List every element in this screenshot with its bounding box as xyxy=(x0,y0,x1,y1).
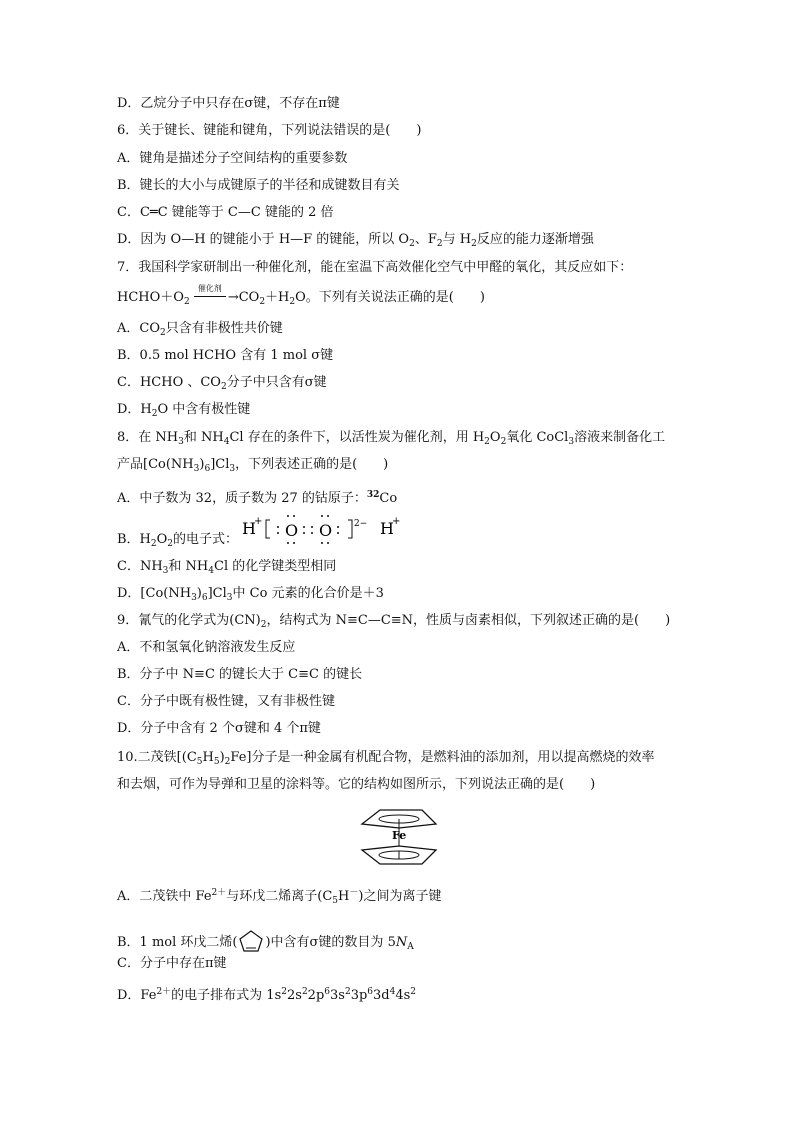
option-9d: D．分子中含有 2 个σ键和 4 个π键 xyxy=(117,721,321,736)
option-7a: A．$CO_2$只含有非极性共价键 xyxy=(117,321,283,338)
svg-text:O: O xyxy=(285,521,299,540)
option-6c: C．C═C 键能等于 C—C 键能的 2 倍 xyxy=(117,205,334,220)
option-9b: B．分子中 N≡C 的键长大于 C≡C 的键长 xyxy=(117,667,363,682)
question-10-cont: 和去烟，可作为导弹和卫星的涂料等。它的结构如图所示，下列说法正确的是( ) xyxy=(117,777,596,792)
electron-formula-figure xyxy=(240,510,410,546)
option-6b: B．键长的大小与成键原子的半径和成键数目有关 xyxy=(117,178,400,193)
option-6d: D．因为 O—H 的键能小于 H—F 的键能，所以 $O_2$、$F_2$与 $H_2$反应的能力逐渐增强 xyxy=(117,232,594,249)
option-6a: A．键角是描述分子空间结构的重要参数 xyxy=(117,151,348,166)
option-10b: B．1 mol 环戊二烯( )中含有σ键的数目为 $5N_A$ xyxy=(117,928,414,955)
option-7c: C．HCHO 、$CO_2$分子中只含有σ键 xyxy=(117,375,327,392)
option-9c: C．分子中既有极性键，又有非极性键 xyxy=(117,694,335,709)
question-8-cont: 产品$[Co(NH_3)_6]Cl_3$，下列表述正确的是( ) xyxy=(117,457,389,474)
option-10c: C．分子中存在π键 xyxy=(117,956,227,971)
question-7: 7．我国科学家研制出一种催化剂，能在室温下高效催化空气中甲醛的氧化，其反应如下： xyxy=(117,260,633,275)
cyclopentadiene-icon xyxy=(237,928,265,954)
option-7b: B．0.5 mol HCHO 含有 1 mol σ键 xyxy=(117,348,334,363)
svg-text:2−: 2− xyxy=(354,519,368,529)
svg-text:O: O xyxy=(319,521,333,540)
svg-text:+: + xyxy=(254,516,263,527)
option-10d: D．$Fe^{2+}$的电子排布式为 $1s^22s^22p^63s^23p^63d^44s^2$ xyxy=(117,987,417,1003)
option-10a: A．二茂铁中 $Fe^{2+}$与环戊二烯离子$(C_5H^-)$之间为离子键 xyxy=(117,888,442,906)
option-8a: A．中子数为 32，质子数为 27 的钴原子：$^{32}$Co xyxy=(117,490,398,506)
svg-text:H: H xyxy=(242,519,256,538)
question-10: 10.二茂铁$[(C_5H_5)_2Fe]$分子是一种金属有机配合物，是燃料油的添加剂，用以提高燃烧的效率 xyxy=(117,750,655,767)
option-8c: C．$NH_3$和 $NH_4Cl$ 的化学键类型相同 xyxy=(117,559,337,576)
svg-text:Fe: Fe xyxy=(392,829,407,842)
option-8d: D．$[Co(NH_3)_6]Cl_3$中 Co 元素的化合价是＋3 xyxy=(117,586,384,603)
catalyst-label: 催化剂 xyxy=(197,284,222,293)
option-9a: A．不和氢氧化钠溶液发生反应 xyxy=(117,640,296,655)
question-8: 8．在 $NH_3$和 $NH_4Cl$ 存在的条件下，以活性炭为催化剂，用 $H_2O_2$氧化 CoCl$_3$溶液来制备化工 xyxy=(117,430,666,447)
question-9: 9．氰气的化学式为$(CN)_2$，结构式为 N≡C—C≡N，性质与卤素相似，下列叙述正确的是( ) xyxy=(117,613,671,630)
svg-text:+: + xyxy=(392,516,401,527)
question-6: 6．关于键长、键能和键角，下列说法错误的是( ) xyxy=(117,123,422,138)
svg-text:H: H xyxy=(380,519,394,538)
question-7-equation: $HCHO+O_2$ 催化剂 $\to CO_2+H_2O$。下列有关说法正确的是( ) xyxy=(117,290,485,310)
option-7d: D．$H_2O$ 中含有极性键 xyxy=(117,402,251,419)
option-5d: D．乙烷分子中只存在σ键，不存在π键 xyxy=(117,96,340,111)
option-8b: B．$H_2O_2$的电子式： xyxy=(117,532,239,549)
ferrocene-structure-figure xyxy=(356,804,442,870)
